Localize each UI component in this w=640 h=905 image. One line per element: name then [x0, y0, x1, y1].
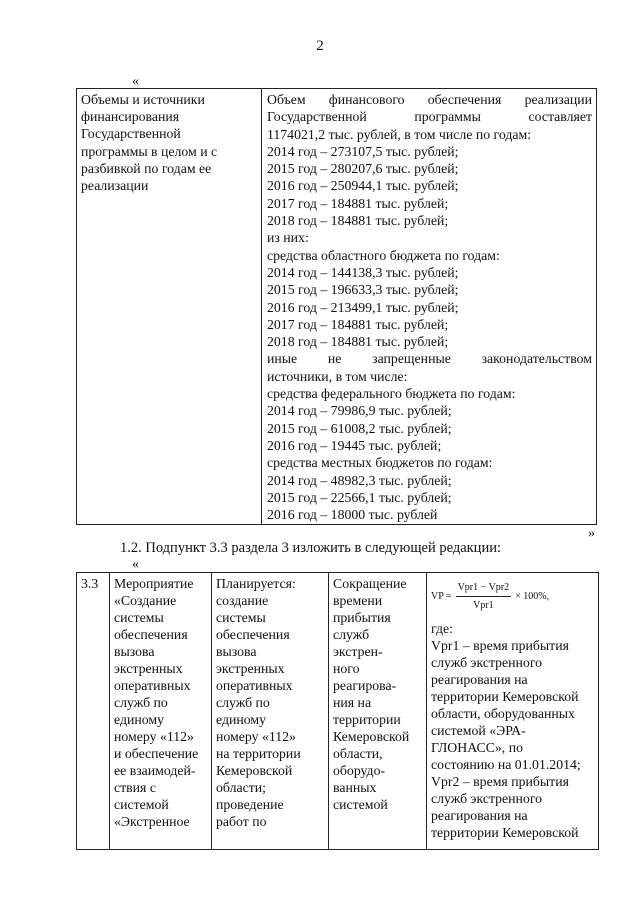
text-line: служб: [333, 627, 370, 642]
text-line: ГЛОНАСС», по: [431, 740, 523, 755]
text-line: реагирования на: [431, 672, 528, 687]
text-line: 2015 год – 61008,2 тыс. рублей;: [267, 420, 452, 436]
text-line: ее взаимодей-: [114, 763, 196, 778]
text-line: территории Кемеровской: [431, 689, 579, 704]
text-line: и обеспечение: [114, 746, 199, 761]
instruction-paragraph: 1.2. Подпункт 3.3 раздела 3 изложить в следующей редакции:: [120, 540, 501, 556]
formula-lhs: VP =: [431, 591, 452, 602]
formula-fraction: [456, 579, 512, 614]
text-line: системой «ЭРА-: [431, 723, 526, 738]
text-line: территории: [333, 712, 401, 727]
text-line: системы: [114, 610, 164, 625]
text-line: Государственной программы составляет: [267, 109, 592, 125]
open-quote-2: «: [132, 557, 139, 572]
text-line: 2014 год – 144138,3 тыс. рублей;: [267, 264, 459, 280]
text-line: «Экстренное: [114, 814, 190, 829]
text-line: времени: [333, 593, 383, 608]
text-line: области;: [216, 780, 266, 795]
text-line: оборудо-: [333, 763, 386, 778]
text-line: на территории: [216, 746, 301, 761]
text-line: вызова: [216, 644, 257, 659]
text-line: создание: [216, 593, 269, 608]
formula: [431, 579, 594, 614]
close-quote: »: [588, 526, 595, 541]
formula-numerator: Vpr1 − Vpr2: [456, 579, 512, 597]
text-line: 3.3: [81, 576, 99, 591]
text-line: номеру «112»: [216, 729, 296, 744]
text-line: разбивкой по годам ее: [81, 160, 212, 176]
text-line: Кемеровской: [216, 763, 293, 778]
text-line: 2016 год – 19445 тыс. рублей;: [267, 437, 442, 453]
text-line: Vpr1 – время прибытия: [431, 638, 569, 653]
text-line: финансирования: [81, 109, 180, 125]
text-line: Объемы и источники: [81, 92, 205, 107]
formula-cell: [427, 573, 599, 850]
text-line: Объем финансового обеспечения реализации: [267, 92, 592, 107]
text-line: средства областного бюджета по годам:: [267, 247, 500, 263]
table-row: [77, 573, 599, 850]
formula-rhs: × 100%,: [515, 591, 550, 602]
text-line: экстренных: [114, 661, 183, 676]
text-line: оперативных: [114, 678, 191, 693]
text-line: 2014 год – 48982,3 тыс. рублей;: [267, 472, 452, 488]
text-line: 1174021,2 тыс. рублей, в том числе по годам:: [267, 126, 532, 142]
text-line: 2015 год – 196633,3 тыс. рублей;: [267, 282, 459, 298]
text-line: ванных: [333, 780, 377, 795]
formula-explanation: [431, 620, 594, 841]
text-line: Кемеровской: [333, 729, 410, 744]
text-line: области,: [333, 746, 383, 761]
measures-table: [76, 572, 599, 850]
text-line: Планируется:: [216, 576, 296, 591]
text-line: работ по: [216, 814, 267, 829]
text-line: единому: [216, 712, 266, 727]
text-line: 2016 год – 18000 тыс. рублей: [267, 507, 438, 523]
text-line: системой: [333, 797, 388, 812]
text-line: иные не запрещенные законодательством: [267, 351, 592, 367]
measure-name-cell: [110, 573, 212, 850]
text-line: реализации: [81, 178, 149, 194]
text-line: 2017 год – 184881 тыс. рублей;: [267, 316, 449, 332]
item-number-cell: [77, 573, 110, 850]
text-line: номеру «112»: [114, 729, 194, 744]
text-line: 2014 год – 79986,9 тыс. рублей;: [267, 403, 452, 419]
text-line: системой: [114, 797, 169, 812]
text-line: из них:: [267, 230, 309, 246]
indicator-name-cell: [329, 573, 427, 850]
text-line: служб экстренного: [431, 791, 543, 806]
text-line: 2018 год – 184881 тыс. рублей;: [267, 334, 449, 350]
text-line: ния на: [333, 695, 372, 710]
text-line: служб по: [114, 695, 168, 710]
text-line: прибытия: [333, 610, 391, 625]
text-line: Государственной: [81, 126, 181, 142]
text-line: единому: [114, 712, 164, 727]
text-line: программы в целом и с: [81, 143, 218, 159]
text-line: обеспечения: [216, 627, 290, 642]
text-line: проведение: [216, 797, 284, 812]
text-line: состоянию на 01.01.2014;: [431, 757, 581, 772]
text-line: Сокращение: [333, 576, 407, 591]
text-line: реагирова-: [333, 678, 397, 693]
funding-value-cell: [262, 89, 597, 525]
text-line: средства местных бюджетов по годам:: [267, 455, 493, 471]
text-line: 2016 год – 250944,1 тыс. рублей;: [267, 178, 459, 194]
text-line: 2015 год – 280207,6 тыс. рублей;: [267, 161, 459, 177]
open-quote: «: [132, 74, 139, 89]
text-line: 2018 год – 184881 тыс. рублей;: [267, 213, 449, 229]
table-row: [77, 89, 597, 525]
text-line: обеспечения: [114, 627, 188, 642]
text-line: Vpr2 – время прибытия: [431, 774, 569, 789]
text-line: системы: [216, 610, 266, 625]
text-line: экстрен-: [333, 644, 383, 659]
text-line: 2017 год – 184881 тыс. рублей;: [267, 195, 449, 211]
text-line: служб по: [216, 695, 270, 710]
text-line: источники, в том числе:: [267, 368, 408, 384]
text-line: ствия с: [114, 780, 156, 795]
funding-label-cell: [77, 89, 262, 525]
text-line: 2014 год – 273107,5 тыс. рублей;: [267, 143, 459, 159]
text-line: оперативных: [216, 678, 293, 693]
text-line: средства федерального бюджета по годам:: [267, 386, 516, 402]
text-line: Мероприятие: [114, 576, 194, 591]
formula-denominator: Vpr1: [473, 600, 494, 611]
text-line: реагирования на: [431, 808, 528, 823]
text-line: экстренных: [216, 661, 285, 676]
text-line: территории Кемеровской: [431, 825, 579, 840]
text-line: служб экстренного: [431, 655, 543, 670]
planned-actions-cell: [212, 573, 329, 850]
funding-table: [76, 88, 597, 525]
text-line: ного: [333, 661, 360, 676]
text-line: 2016 год – 213499,1 тыс. рублей;: [267, 299, 459, 315]
text-line: области, оборудованных: [431, 706, 575, 721]
text-line: где:: [431, 621, 453, 636]
text-line: вызова: [114, 644, 155, 659]
page-number: 2: [316, 38, 324, 54]
text-line: «Создание: [114, 593, 177, 608]
text-line: 2015 год – 22566,1 тыс. рублей;: [267, 489, 452, 505]
